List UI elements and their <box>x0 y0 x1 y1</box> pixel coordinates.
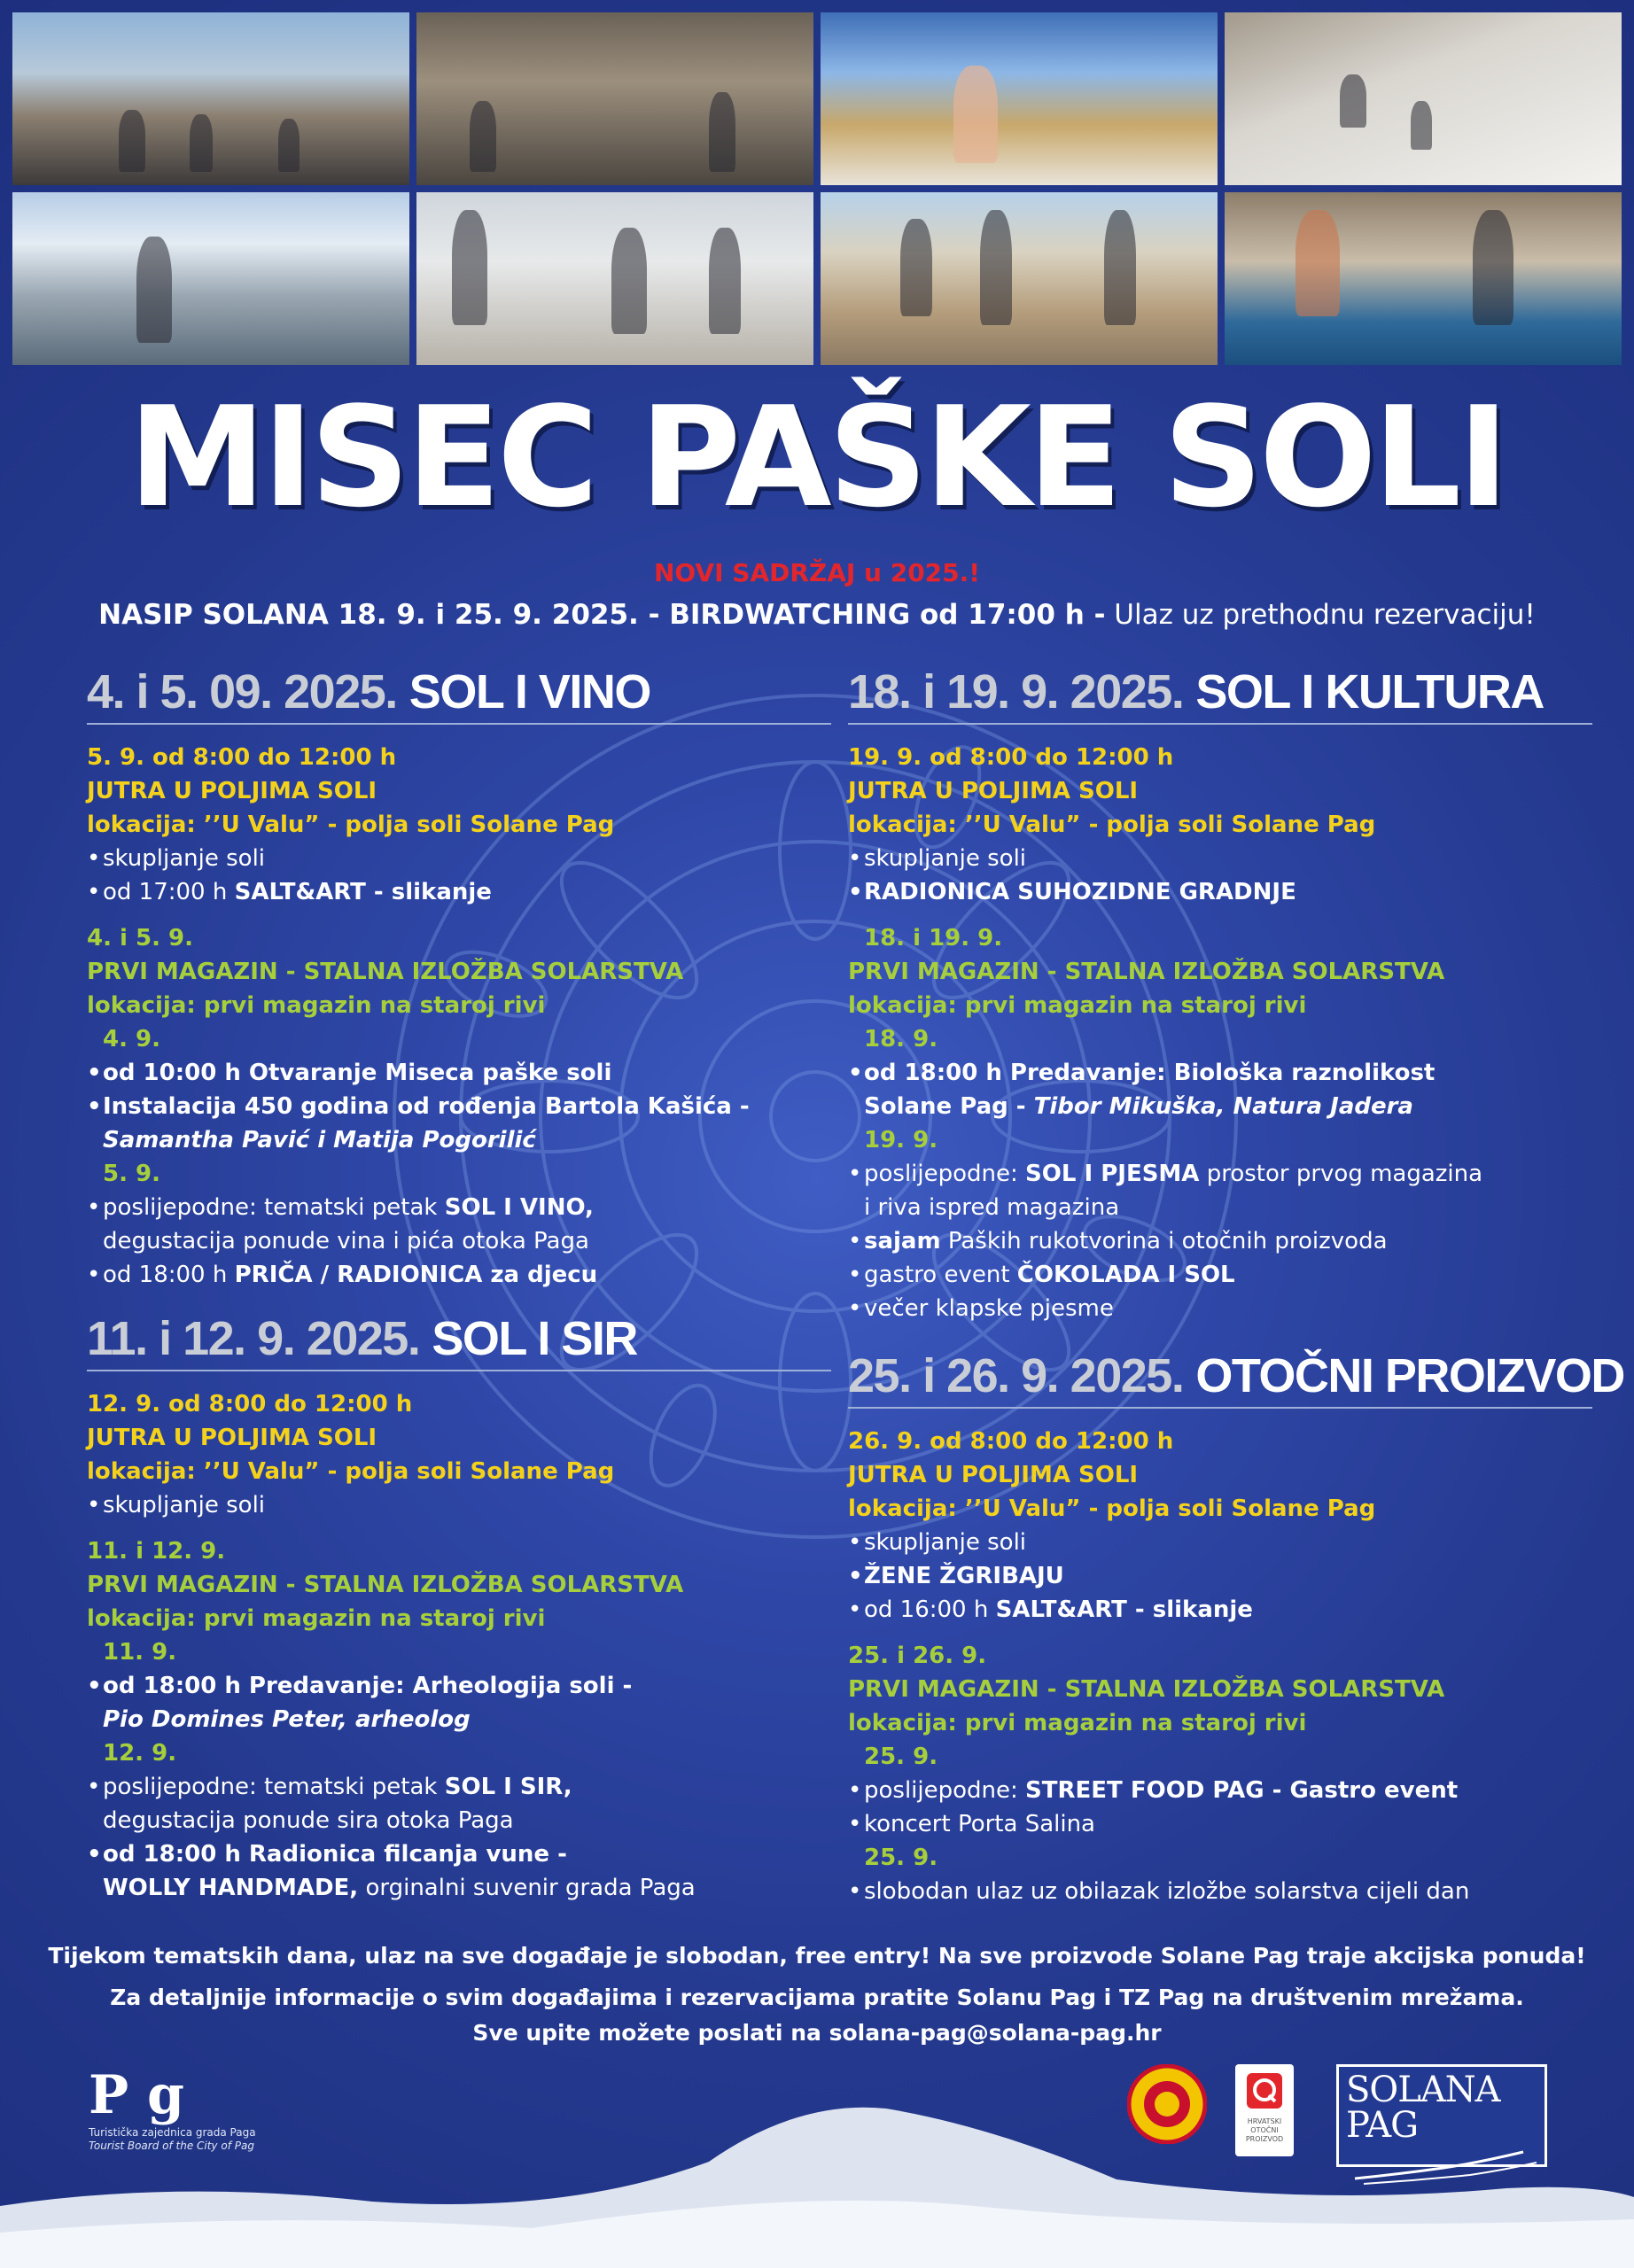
pag-logo-caption-en: Tourist Board of the City of Pag <box>89 2140 254 2152</box>
photo-strip <box>12 12 1622 365</box>
list-item <box>87 1258 831 1292</box>
list-item: • skupljanje soli <box>848 842 1592 875</box>
day-events <box>848 1774 1592 1841</box>
section-date: 11. i 12. 9. 2025. <box>87 1312 420 1365</box>
event-list <box>848 842 1592 909</box>
day-events <box>848 1056 1592 1123</box>
list-item: • od 10:00 h Otvaranje Miseca paške soli <box>87 1056 831 1090</box>
item-text: poslijepodne: tematski petak <box>103 1774 445 1800</box>
section-date: 25. i 26. 9. 2025. <box>848 1349 1184 1402</box>
section-theme: SOL I VINO <box>408 665 650 718</box>
footer-free-entry: Tijekom tematskih dana, ulaz na sve događaje je slobodan, free entry! Na sve proizvode Solane Pag traje akcijska ponuda! <box>48 1943 1586 1969</box>
item-bold: SOL I PJESMA <box>1025 1161 1200 1187</box>
section-heading <box>87 1311 831 1371</box>
exhibition-title: PRVI MAGAZIN - STALNA IZLOŽBA SOLARSTVA <box>87 959 684 985</box>
list-item-continuation: Samantha Pavić i Matija Pogorilić <box>103 1127 536 1153</box>
pag-logo-caption: Turistička zajednica grada Paga <box>89 2126 256 2139</box>
section-date: 4. i 5. 09. 2025. <box>87 665 397 718</box>
day-events <box>87 1669 831 1736</box>
event-title: JUTRA U POLJIMA SOLI <box>848 1462 1139 1488</box>
item-text: od 17:00 h <box>103 879 235 905</box>
day-label: 5. 9. <box>103 1161 160 1187</box>
list-item: • skupljanje soli <box>87 842 831 875</box>
exhibition-dates: 11. i 12. 9. <box>87 1538 226 1565</box>
list-item-continuation: Pio Domines Peter, arheolog <box>103 1706 471 1733</box>
poster-title: MISEC PAŠKE SOLI <box>128 377 1506 538</box>
tourist-board-pag-logo <box>89 2064 266 2179</box>
section-otocni-proizvod <box>848 1348 1624 1908</box>
section-theme: OTOČNI PROIZVOD <box>1195 1349 1624 1402</box>
photo-salt-stand <box>821 12 1218 185</box>
exhibition-dates: 18. i 19. 9. <box>864 925 1003 951</box>
pag-logo-mark: P g <box>89 2064 184 2126</box>
event-time: 26. 9. od 8:00 do 12:00 h <box>848 1428 1174 1455</box>
section-heading <box>87 664 831 725</box>
event-location: lokacija: ’’U Valu” - polja soli Solane Pag <box>87 812 615 838</box>
item-bold: SOL I VINO, <box>444 1194 594 1221</box>
list-item: • RADIONICA SUHOZIDNE GRADNJE <box>848 875 1592 909</box>
photo-drystone-workshop <box>821 192 1218 365</box>
event-list <box>87 1488 831 1522</box>
solana-logo-text: SOLANA PAG <box>1346 2070 1500 2146</box>
photo-salt-field-workers <box>416 192 813 365</box>
solana-pag-logo <box>1336 2064 1547 2167</box>
day-events <box>87 1770 831 1905</box>
section-sol-i-vino <box>87 664 831 1292</box>
list-item <box>848 1258 1592 1292</box>
exhibition-location: lokacija: prvi magazin na staroj rivi <box>848 992 1307 1019</box>
footer-info: Za detaljnije informacije o svim događajima i rezervacijama pratite Solanu Pag i TZ Pag na društvenim mrežama. <box>110 1984 1524 2010</box>
list-item <box>87 1770 831 1804</box>
exhibition-dates: 4. i 5. 9. <box>87 925 193 951</box>
birdwatching-notice <box>0 599 1634 631</box>
list-item: • ŽENE ŽGRIBAJU <box>848 1559 1592 1593</box>
item-bold: SALT&ART - slikanje <box>234 879 492 905</box>
event-location: lokacija: ’’U Valu” - polja soli Solane Pag <box>87 1458 615 1485</box>
day-label: 25. 9. <box>864 1744 938 1770</box>
item-bold: WOLLY HANDMADE, <box>103 1875 359 1901</box>
day-label: 11. 9. <box>103 1639 177 1666</box>
day-events <box>87 1191 831 1292</box>
birdwatching-notice-bold: NASIP SOLANA 18. 9. i 25. 9. 2025. - BIRDWATCHING od 17:00 h - <box>98 599 1106 631</box>
list-item: • koncert Porta Salina <box>848 1807 1592 1841</box>
left-column <box>87 664 831 1922</box>
item-text: Paških rukotvorina i otočnih proizvoda <box>940 1228 1388 1254</box>
photo-children-salt-pile <box>1225 12 1622 185</box>
list-item <box>87 1191 831 1224</box>
island-product-caption: HRVATSKI OTOČNI PROIZVOD <box>1245 2117 1284 2143</box>
list-item: • Instalacija 450 godina od rođenja Bartola Kašića - <box>87 1090 831 1123</box>
event-title: JUTRA U POLJIMA SOLI <box>87 1425 377 1451</box>
event-title: JUTRA U POLJIMA SOLI <box>848 778 1139 804</box>
photo-salt-raking <box>12 192 409 365</box>
pdo-seal-icon <box>1127 2064 1207 2144</box>
item-text: poslijepodne: <box>864 1161 1026 1187</box>
list-item-continuation <box>848 1090 1592 1123</box>
exhibition-location: lokacija: prvi magazin na staroj rivi <box>87 1605 546 1632</box>
day-events <box>848 1157 1592 1325</box>
list-item-continuation: degustacija ponude sira otoka Paga <box>103 1807 514 1834</box>
list-item-continuation: degustacija ponude vina i pića otoka Paga <box>103 1228 589 1254</box>
section-sol-i-kultura <box>848 664 1592 1325</box>
wave-icon <box>1346 2143 1541 2187</box>
list-item-continuation <box>87 1871 831 1905</box>
exhibition-title: PRVI MAGAZIN - STALNA IZLOŽBA SOLARSTVA <box>848 1676 1445 1703</box>
footer-email: Sve upite možete poslati na solana-pag@solana-pag.hr <box>472 2020 1162 2046</box>
section-heading <box>848 1348 1624 1409</box>
new-content-notice: NOVI SADRŽAJ u 2025.! <box>653 558 981 587</box>
photo-riva-stalls <box>12 12 409 185</box>
exhibition-dates: 25. i 26. 9. <box>848 1643 987 1669</box>
list-item <box>848 1593 1592 1627</box>
exhibition-location: lokacija: prvi magazin na staroj rivi <box>848 1710 1307 1736</box>
item-bold: sajam <box>864 1228 941 1254</box>
item-bold: STREET FOOD PAG - Gastro event <box>1025 1777 1459 1804</box>
item-text: od 18:00 h <box>103 1262 235 1288</box>
event-location: lokacija: ’’U Valu” - polja soli Solane Pag <box>848 1495 1376 1522</box>
day-label: 4. 9. <box>103 1026 160 1052</box>
day-events <box>848 1875 1592 1908</box>
section-theme: SOL I KULTURA <box>1195 665 1544 718</box>
section-date: 18. i 19. 9. 2025. <box>848 665 1184 718</box>
item-text: poslijepodne: tematski petak <box>103 1194 445 1221</box>
q-mark-icon <box>1245 2071 1284 2110</box>
event-time: 12. 9. od 8:00 do 12:00 h <box>87 1391 413 1418</box>
day-label: 25. 9. <box>864 1845 938 1871</box>
event-list <box>848 1526 1592 1627</box>
section-heading <box>848 664 1592 725</box>
item-text: prostor prvog magazina <box>1199 1161 1483 1187</box>
day-label: 12. 9. <box>103 1740 177 1767</box>
list-item: • od 18:00 h Radionica filcanja vune - <box>87 1837 831 1871</box>
section-theme: SOL I SIR <box>432 1312 637 1365</box>
item-bold: Solane Pag - <box>864 1093 1034 1120</box>
item-italic: Tibor Mikuška, Natura Jadera <box>1033 1093 1413 1120</box>
item-text: gastro event <box>864 1262 1017 1288</box>
list-item: • od 18:00 h Predavanje: Arheologija soli - <box>87 1669 831 1703</box>
item-bold: ČOKOLADA I SOL <box>1016 1262 1235 1288</box>
item-bold: SOL I SIR, <box>444 1774 572 1800</box>
island-product-badge <box>1235 2064 1294 2156</box>
list-item <box>848 1157 1592 1191</box>
list-item: • od 18:00 h Predavanje: Biološka raznolikost <box>848 1056 1592 1090</box>
exhibition-title: PRVI MAGAZIN - STALNA IZLOŽBA SOLARSTVA <box>848 959 1445 985</box>
list-item: • skupljanje soli <box>87 1488 831 1522</box>
exhibition-location: lokacija: prvi magazin na staroj rivi <box>87 992 546 1019</box>
list-item: • slobodan ulaz uz obilazak izložbe solarstva cijeli dan <box>848 1875 1592 1908</box>
birdwatching-notice-text: Ulaz uz prethodnu rezervaciju! <box>1105 599 1536 631</box>
item-text: poslijepodne: <box>864 1777 1026 1804</box>
item-bold: SALT&ART - slikanje <box>995 1596 1253 1623</box>
day-label: 18. 9. <box>864 1026 938 1052</box>
photo-salt-magazine-exhibition <box>416 12 813 185</box>
day-label: 19. 9. <box>864 1127 938 1153</box>
exhibition-title: PRVI MAGAZIN - STALNA IZLOŽBA SOLARSTVA <box>87 1572 684 1598</box>
list-item: • skupljanje soli <box>848 1526 1592 1559</box>
photo-product-tasting <box>1225 192 1622 365</box>
day-events <box>87 1056 831 1157</box>
right-column <box>848 664 1624 1926</box>
list-item <box>848 1224 1592 1258</box>
event-time: 19. 9. od 8:00 do 12:00 h <box>848 744 1174 771</box>
list-item: • večer klapske pjesme <box>848 1292 1592 1325</box>
section-sol-i-sir <box>87 1311 831 1905</box>
item-text: od 16:00 h <box>864 1596 996 1623</box>
list-item <box>848 1774 1592 1807</box>
event-time: 5. 9. od 8:00 do 12:00 h <box>87 744 397 771</box>
event-title: JUTRA U POLJIMA SOLI <box>87 778 377 804</box>
list-item-continuation: i riva ispred magazina <box>864 1194 1120 1221</box>
item-text: orginalni suvenir grada Paga <box>358 1875 696 1901</box>
item-bold: PRIČA / RADIONICA za djecu <box>234 1262 598 1288</box>
event-location: lokacija: ’’U Valu” - polja soli Solane Pag <box>848 812 1376 838</box>
event-list <box>87 842 831 909</box>
list-item <box>87 875 831 909</box>
